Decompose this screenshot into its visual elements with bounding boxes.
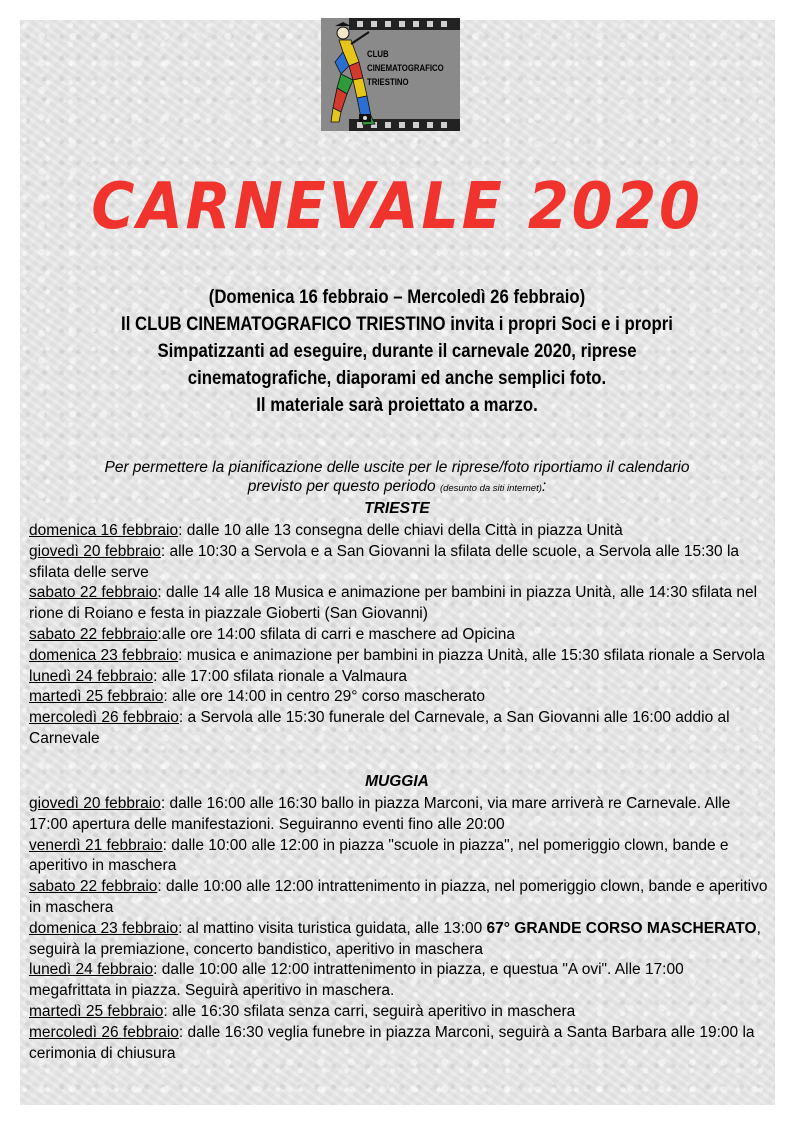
event-text: alle ore 14:00 sfilata di carri e maschere ad Opicina <box>161 625 515 643</box>
section-heading-muggia: MUGGIA <box>365 773 429 790</box>
logo-line: CINEMATOGRAFICO <box>367 63 444 74</box>
event-text: alle 17:00 sfilata rionale a Valmaura <box>161 667 408 685</box>
event-item: mercoledì 26 febbraio: dalle 16:30 veglia funebre in piazza Marconi, seguirà a Santa Barbara alle 19:00 la cerimonia di chiusura <box>29 1023 755 1062</box>
page-title: CARNEVALE 2020 <box>91 170 703 244</box>
event-text: musica e animazione per bambini in piazza Unità, alle 15:30 sfilata rionale a Servola <box>186 646 765 664</box>
event-text: alle 10:30 a Servola e a San Giovanni la sfilata delle scuole, a Servola alle 15:30 la sfilata delle serve <box>29 542 740 581</box>
event-item: mercoledì 26 febbraio: a Servola alle 15:30 funerale del Carnevale, a San Giovanni alle 16:00 addio al Carnevale <box>29 709 730 747</box>
logo-text <box>367 48 442 90</box>
event-date: lunedì 24 febbraio <box>29 961 154 979</box>
intro-line: Il CLUB CINEMATOGRAFICO TRIESTINO invita i propri Soci e i propri <box>121 313 673 335</box>
event-date: mercoledì 26 febbraio <box>29 709 179 727</box>
event-item: domenica 23 febbraio: musica e animazione per bambini in piazza Unità, alle 15:30 sfilata rionale a Servola <box>29 646 765 664</box>
event-text: dalle 16:30 veglia funebre in piazza Marconi, seguirà a Santa Barbara alle 19:00 la cerimonia di chiusura <box>29 1023 755 1062</box>
event-text: dalle 10 alle 13 consegna delle chiavi della Città in piazza Unità <box>186 522 623 539</box>
intro-line: Simpatizzanti ad eseguire, durante il carnevale 2020, riprese <box>157 340 637 362</box>
intro-line: Il materiale sarà proiettato a marzo. <box>256 394 538 416</box>
event-date: domenica 23 febbraio <box>29 919 179 937</box>
intro-block <box>0 284 794 419</box>
muggia-events <box>29 794 769 1064</box>
event-text: dalle 10:00 alle 12:00 in piazza "scuole in piazza", nel pomeriggio clown, bande e aperitivo in maschera <box>29 836 729 875</box>
trieste-events <box>29 521 769 750</box>
event-date: venerdì 21 febbraio <box>29 836 163 854</box>
event-text: alle ore 14:00 in centro 29° corso mascherato <box>172 688 485 706</box>
event-text: dalle 16:00 alle 16:30 ballo in piazza Marconi, via mare arriverà re Carnevale. Alle 17:00 apertura delle manifestazioni. Seguiranno eventi fino alle 20:00 <box>29 795 731 833</box>
lead-line-2: previsto per questo periodo (desunto da siti internet): <box>247 478 547 495</box>
event-text: a Servola alle 15:30 funerale del Carnevale, a San Giovanni alle 16:00 addio al Carnevale <box>29 709 730 747</box>
event-text: , seguirà la premiazione, concerto bandistico, aperitivo in maschera <box>29 919 761 958</box>
event-date: sabato 22 febbraio <box>29 878 158 896</box>
logo-line: TRIESTINO <box>367 77 409 88</box>
event-item: martedì 25 febbraio: alle ore 14:00 in centro 29° corso mascherato <box>29 688 485 706</box>
event-text: al mattino visita turistica guidata, alle 13:00 <box>186 919 487 937</box>
logo-line: CLUB <box>367 49 389 60</box>
event-item: sabato 22 febbraio: dalle 10:00 alle 12:00 intrattenimento in piazza, nel pomeriggio clown, bande e aperitivo in maschera <box>29 878 768 916</box>
event-text: alle 16:30 sfilata senza carri, seguirà aperitivo in maschera <box>172 1002 576 1020</box>
event-date: giovedì 20 febbraio <box>29 542 161 560</box>
event-item: giovedì 20 febbraio: dalle 16:00 alle 16:30 ballo in piazza Marconi, via mare arriverà re Carnevale. Alle 17:00 apertura delle manifestazioni. Seguiranno eventi fino alle 20:00 <box>29 795 731 833</box>
event-item: lunedì 24 febbraio: alle 17:00 sfilata rionale a Valmaura <box>29 667 408 685</box>
club-logo <box>321 18 460 131</box>
intro-line: (Domenica 16 febbraio – Mercoledì 26 febbraio) <box>208 286 586 308</box>
source-note: (desunto da siti internet) <box>439 483 542 494</box>
event-item: sabato 22 febbraio:alle ore 14:00 sfilata di carri e maschere ad Opicina <box>29 625 515 643</box>
section-heading-trieste: TRIESTE <box>364 500 430 517</box>
event-item: giovedì 20 febbraio: alle 10:30 a Servola e a San Giovanni la sfilata delle scuole, a Servola alle 15:30 la sfilata delle serve <box>29 542 740 581</box>
event-text: dalle 10:00 alle 12:00 intrattenimento in piazza, nel pomeriggio clown, bande e aperitivo in maschera <box>29 878 768 916</box>
lead-line-1: Per permettere la pianificazione delle uscite per le riprese/foto riportiamo il calendario <box>104 459 690 476</box>
event-item: domenica 16 febbraio: dalle 10 alle 13 consegna delle chiavi della Città in piazza Unità <box>29 522 623 539</box>
event-text: dalle 14 alle 18 Musica e animazione per bambini in piazza Unità, alle 14:30 sfilata nel rione di Roiano e festa in piazzale Gioberti (San Giovanni) <box>29 584 758 623</box>
event-date: martedì 25 febbraio <box>29 1002 164 1020</box>
event-item: domenica 23 febbraio: al mattino visita turistica guidata, alle 13:00 67° GRANDE CORSO MASCHERATO, seguirà la premiazione, concerto bandistico, aperitivo in maschera <box>29 919 761 958</box>
event-date: mercoledì 26 febbraio <box>29 1023 179 1041</box>
event-item: lunedì 24 febbraio: dalle 10:00 alle 12:00 intrattenimento in piazza, e questua "A ovi". Alle 17:00 megafrittata in piazza. Seguirà aperitivo in maschera. <box>29 961 684 1000</box>
event-date: domenica 16 febbraio <box>29 522 179 539</box>
event-date: martedì 25 febbraio <box>29 688 164 706</box>
event-highlight: 67° GRANDE CORSO MASCHERATO <box>486 919 757 937</box>
event-item: sabato 22 febbraio: dalle 14 alle 18 Musica e animazione per bambini in piazza Unità, alle 14:30 sfilata nel rione di Roiano e festa in piazzale Gioberti (San Giovanni) <box>29 584 758 623</box>
event-date: domenica 23 febbraio <box>29 646 179 664</box>
event-item: martedì 25 febbraio: alle 16:30 sfilata senza carri, seguirà aperitivo in maschera <box>29 1002 576 1020</box>
lead-paragraph <box>0 458 794 498</box>
event-date: giovedì 20 febbraio <box>29 795 161 812</box>
event-date: sabato 22 febbraio <box>29 584 158 602</box>
event-text: dalle 10:00 alle 12:00 intrattenimento in piazza, e questua "A ovi". Alle 17:00 megafrittata in piazza. Seguirà aperitivo in maschera. <box>29 961 684 1000</box>
intro-line: cinematografiche, diaporami ed anche semplici foto. <box>187 367 607 389</box>
event-item: venerdì 21 febbraio: dalle 10:00 alle 12:00 in piazza "scuole in piazza", nel pomeriggio clown, bande e aperitivo in maschera <box>29 836 729 875</box>
event-date: lunedì 24 febbraio <box>29 667 154 685</box>
event-date: sabato 22 febbraio <box>29 625 158 643</box>
